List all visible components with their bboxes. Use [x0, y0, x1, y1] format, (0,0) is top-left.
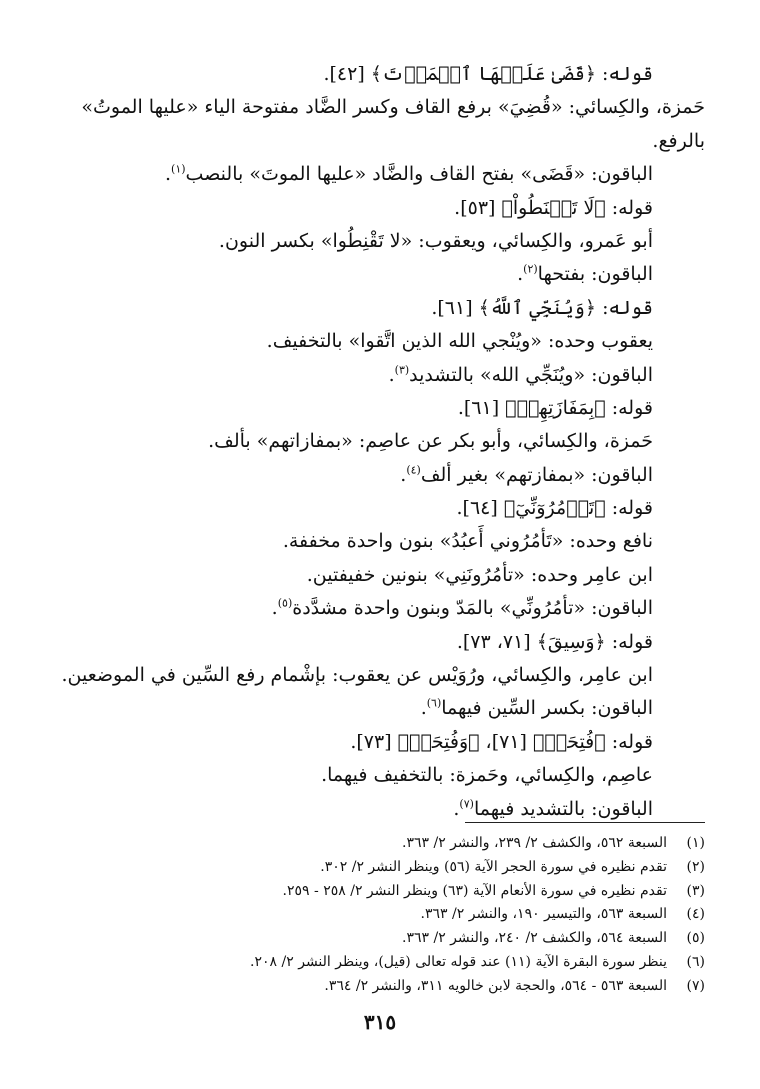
text-line: [50, 759, 705, 792]
text-line-content: ابن عامِر، والكِسائي، ورُوَيْس عن يعقوب: بإشْمام رفع السِّين في الموضعين.: [61, 664, 653, 687]
footnote: [50, 927, 705, 951]
text-line-content: الباقون: «تأمُرُونِّي» بالمَدّ وبنون واحدة مشدَّدة: [292, 597, 653, 620]
text-line-content: قوله: ﴿وَيُنَجِّي ٱللَّهُ﴾ [٦١].: [431, 296, 653, 319]
footnote-separator: [465, 822, 705, 823]
text-line: [50, 626, 705, 659]
text-line: [50, 492, 705, 525]
footnote-number: (٤): [686, 906, 705, 923]
footnote: [50, 951, 705, 975]
text-line: [50, 158, 705, 191]
footnote: [50, 832, 705, 856]
text-line-content: الباقون: «ويُنَجِّي الله» بالتشديد: [409, 363, 653, 386]
text-line: [50, 559, 705, 592]
text-line-content: الباقون: بكسر السِّين فيهما: [441, 697, 653, 720]
main-text: [50, 58, 705, 826]
line-end-punctuation: .: [388, 363, 395, 386]
line-end-punctuation: .: [400, 463, 407, 486]
footnotes: [50, 832, 705, 999]
text-line: [50, 225, 705, 258]
footnote-reference: (١): [171, 162, 186, 176]
text-line: [50, 125, 705, 158]
footnote-text: السبعة ٥٦٣ - ٥٦٤، والحجة لابن خالويه ٣١١، والنشر ٢/ ٣٦٤.: [324, 977, 667, 994]
footnote-number: (٦): [686, 953, 705, 970]
footnote-reference: (٧): [459, 797, 474, 811]
footnote-text: السبعة ٥٦٣، والتيسير ١٩٠، والنشر ٢/ ٣٦٣.: [420, 906, 667, 923]
footnote-text: تقدم نظيره في سورة الحجر الآية (٥٦) وينظر النشر ٢/ ٣٠٢.: [320, 858, 667, 875]
footnote-reference: (٣): [394, 363, 410, 377]
text-line: [50, 58, 705, 91]
text-line-content: يعقوب وحده: «ويُنْجي الله الذين اتَّقوا» بالتخفيف.: [266, 330, 653, 353]
footnote: [50, 856, 705, 880]
text-line-content: الباقون: «بمفازتهم» بغير ألف: [420, 463, 653, 486]
text-line: [50, 726, 705, 759]
text-line: [50, 425, 705, 458]
line-end-punctuation: .: [271, 597, 278, 620]
text-line-content: قوله: ﴿وَسِيقَ﴾ [٧١، ٧٣].: [456, 630, 653, 653]
text-line: [50, 659, 705, 692]
text-line: [50, 392, 705, 425]
text-line-content: قوله: ﴿فُتِحَتۡ﴾ [٧١]، ﴿وَفُتِحَتۡ﴾ [٧٣].: [350, 730, 653, 753]
text-line-content: الباقون: بالتشديد فيهما: [473, 797, 653, 820]
text-line-content: أبو عَمرو، والكِسائي، ويعقوب: «لا تَقْنِطُوا» بكسر النون.: [218, 229, 653, 252]
footnote-reference: (٦): [426, 697, 442, 711]
line-end-punctuation: .: [453, 797, 460, 820]
footnote-text: السبعة ٥٦٤، والكشف ٢/ ٢٤٠، والنشر ٢/ ٣٦٣.: [402, 930, 667, 947]
line-end-punctuation: .: [164, 163, 172, 186]
text-line: [50, 258, 705, 291]
page-number: ٣١٥: [363, 1010, 397, 1034]
text-line-content: حَمزة، والكِسائي، وأبو بكر عن عاصِم: «بمفازاتهم» بألف.: [208, 430, 653, 453]
text-line: [50, 692, 705, 725]
text-line: [50, 592, 705, 625]
text-line-content: قوله: ﴿قَضَىٰ عَلَيۡهَا ٱلۡمَوۡتَ﴾ [٤٢].: [323, 63, 653, 85]
text-line: [50, 192, 705, 225]
footnote: [50, 975, 705, 999]
footnote: [50, 903, 705, 927]
footnote-number: (٢): [686, 858, 705, 875]
text-line-content: بالرفع.: [652, 129, 705, 152]
footnote-reference: (٢): [523, 263, 538, 277]
footnote-number: (٥): [686, 930, 705, 947]
footnote: [50, 880, 705, 904]
footnote-reference: (٤): [406, 463, 421, 477]
text-line-content: ابن عامِر وحده: «تأمُرُونَنِي» بنونين خفيفتين.: [306, 563, 653, 586]
footnote-text: ينظر سورة البقرة الآية (١١) عند قوله تعالى (قيل)، وينظر النشر ٢/ ٢٠٨.: [250, 953, 667, 970]
text-line-content: قوله: ﴿تَأۡمُرُوٓنِّيٓ﴾ [٦٤].: [456, 497, 653, 520]
text-line-content: الباقون: بفتحها: [537, 263, 653, 286]
text-line: [50, 292, 705, 325]
footnote-reference: (٥): [277, 596, 293, 610]
line-end-punctuation: .: [420, 697, 427, 720]
text-line-content: قوله: ﴿بِمَفَازَتِهِمۡ﴾ [٦١].: [457, 396, 653, 419]
text-line: [50, 793, 705, 826]
footnote-text: تقدم نظيره في سورة الأنعام الآية (٦٣) وينظر النشر ٢/ ٢٥٨ - ٢٥٩.: [282, 882, 667, 899]
line-end-punctuation: .: [517, 263, 524, 286]
text-line: [50, 525, 705, 558]
footnote-number: (٣): [686, 882, 705, 899]
footnote-number: (١): [686, 835, 705, 851]
text-line-content: الباقون: «قَضَى» بفتح القاف والضَّاد «عليها الموتَ» بالنصب: [185, 163, 653, 186]
text-line-content: قوله: ﴿لَا تَقۡنَطُواْ﴾ [٥٣].: [454, 196, 653, 219]
footnote-number: (٧): [686, 977, 705, 994]
footnote-text: السبعة ٥٦٢، والكشف ٢/ ٢٣٩، والنشر ٢/ ٣٦٣.: [402, 835, 667, 851]
text-line: [50, 359, 705, 392]
text-line: [50, 325, 705, 358]
text-line-content: عاصِم، والكِسائي، وحَمزة: بالتخفيف فيهما.: [321, 764, 653, 787]
text-line: [50, 91, 705, 124]
text-line-content: نافع وحده: «تَأمُرُوني أَعبُدُ» بنون واحدة مخففة.: [282, 530, 653, 553]
text-line-content: حَمزة، والكِسائي: «قُضِيَ» برفع القاف وكسر الضَّاد مفتوحة الياء «عليها الموتُ»: [81, 96, 705, 119]
text-line: [50, 459, 705, 492]
